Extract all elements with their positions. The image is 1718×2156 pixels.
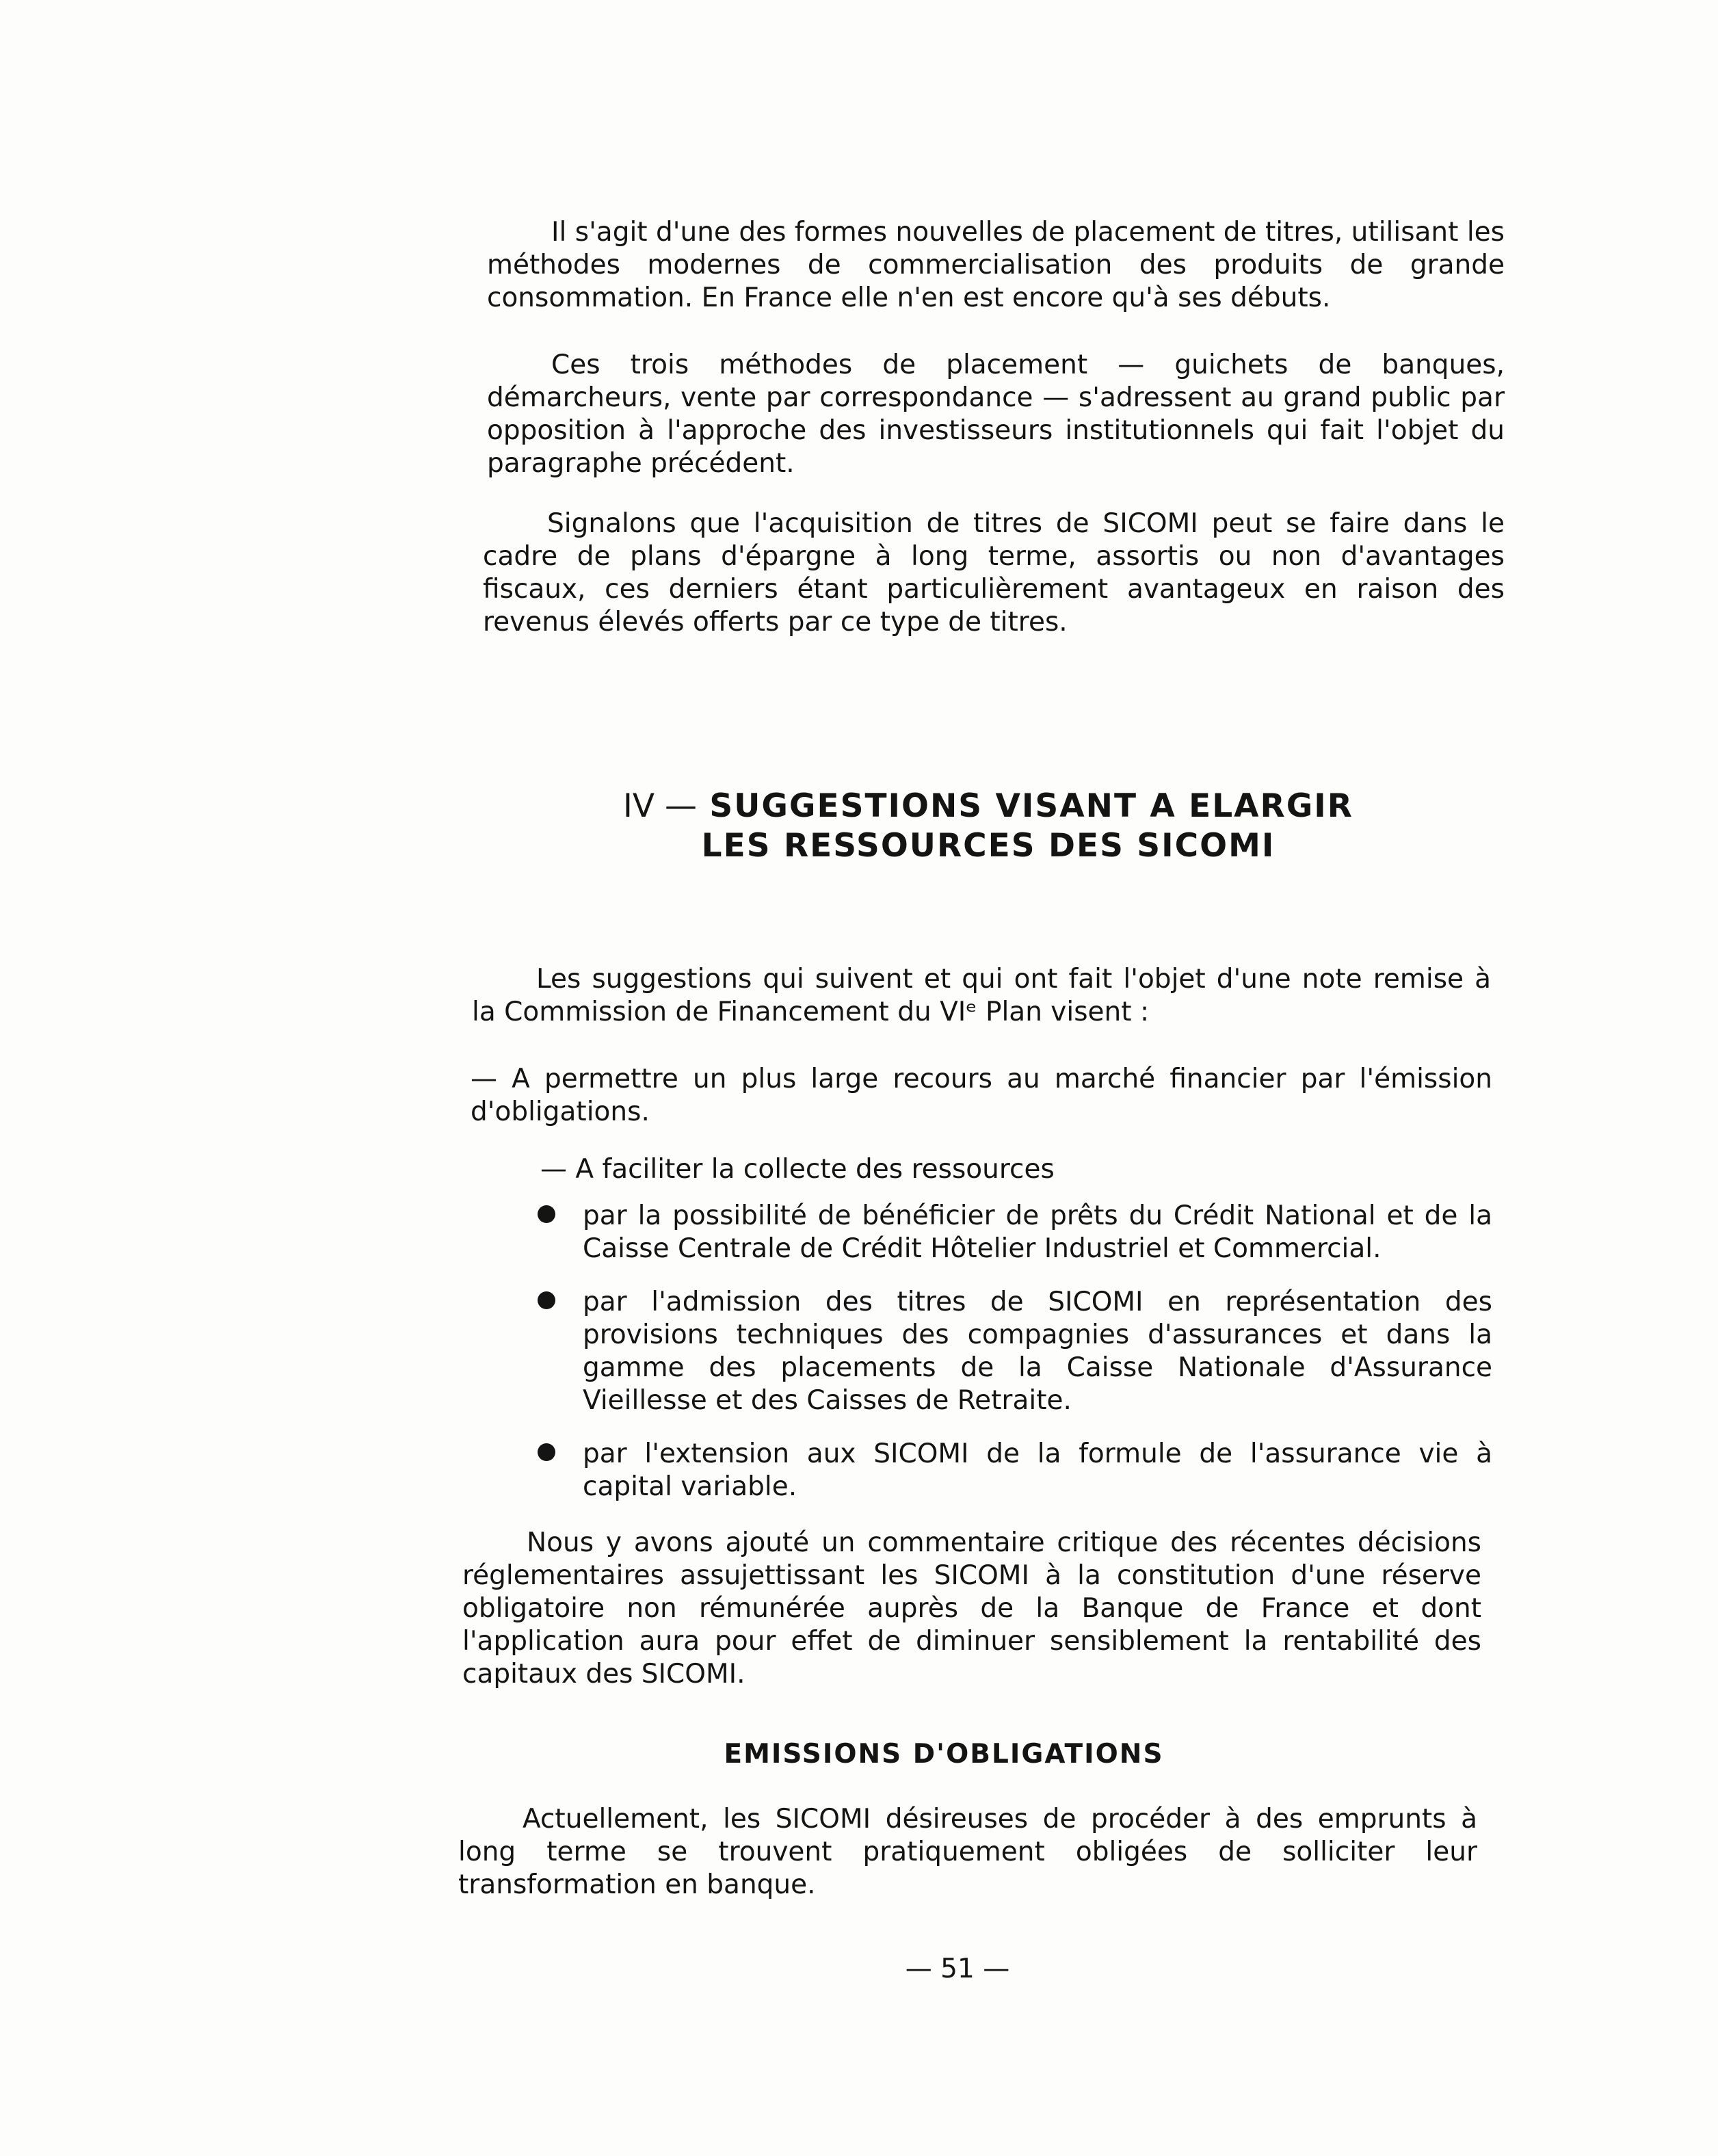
- bullet-icon: [538, 1443, 555, 1461]
- commentary-paragraph: Nous y avons ajouté un commentaire critique des récentes décisions réglementaires assujettissant les SICOMI à la constitution d'une réserve obligatoire non rémunérée auprès de la Banque de France et dont l'application aura pour effet de diminuer sensiblement la rentabilité des capitaux des SICOMI.: [462, 1527, 1481, 1690]
- section-number: IV —: [623, 787, 697, 825]
- suggestions-intro: Les suggestions qui suivent et qui ont fait l'objet d'une note remise à la Commission de Financement du VIᵉ Plan visent :: [472, 964, 1491, 1027]
- bullet-icon: [538, 1205, 555, 1223]
- bullet-item-2: par l'admission des titres de SICOMI en représentation des provisions techniques des compagnies d'assurances et dans la gamme des placements de la Caisse Nationale d'Assurance Vieillesse et des Caisses de Retraite.: [538, 1286, 1492, 1417]
- intro-paragraph-1: Il s'agit d'une des formes nouvelles de placement de titres, utilisant les méthodes modernes de commercialisation des produits de grande consommation. En France elle n'en est encore qu'à ses débuts.: [487, 217, 1505, 313]
- bullet-icon: [538, 1291, 555, 1309]
- page-number: — 51 —: [905, 1954, 1010, 1984]
- section-heading-line-1: [602, 787, 1375, 826]
- intro-paragraph-2: Ces trois méthodes de placement — guichets de banques, démarcheurs, vente par correspondance — s'adressent au grand public par opposition à l'approche des investisseurs institutionnels qui fait l'objet du paragraphe précédent.: [487, 350, 1505, 479]
- section-title-line-2: LES RESSOURCES DES SICOMI: [701, 827, 1276, 865]
- bullet-item-3: par l'extension aux SICOMI de la formule de l'assurance vie à capital variable.: [538, 1438, 1492, 1503]
- bullet-item-1: par la possibilité de bénéficier de prêts du Crédit National et de la Caisse Centrale de Crédit Hôtelier Industriel et Commercial.: [538, 1200, 1492, 1265]
- section-heading: [602, 787, 1375, 866]
- subsection-paragraph: Actuellement, les SICOMI désireuses de procéder à des emprunts à long terme se trouvent pratiquement obligées de solliciter leur transformation en banque.: [458, 1804, 1477, 1900]
- section-title-line-1: SUGGESTIONS VISANT A ELARGIR: [709, 787, 1353, 825]
- subsection-title: EMISSIONS D'OBLIGATIONS: [724, 1739, 1164, 1770]
- intro-paragraph-3: Signalons que l'acquisition de titres de SICOMI peut se faire dans le cadre de plans d'épargne à long terme, assortis ou non d'avantages fiscaux, ces derniers étant particulièrement avantageux en raison des revenus élevés offerts par ce type de titres.: [483, 508, 1505, 637]
- dash-item-2: — A faciliter la collecte des ressources: [540, 1154, 1055, 1185]
- dash-item-1: — A permettre un plus large recours au marché financier par l'émission d'obligations.: [471, 1064, 1492, 1127]
